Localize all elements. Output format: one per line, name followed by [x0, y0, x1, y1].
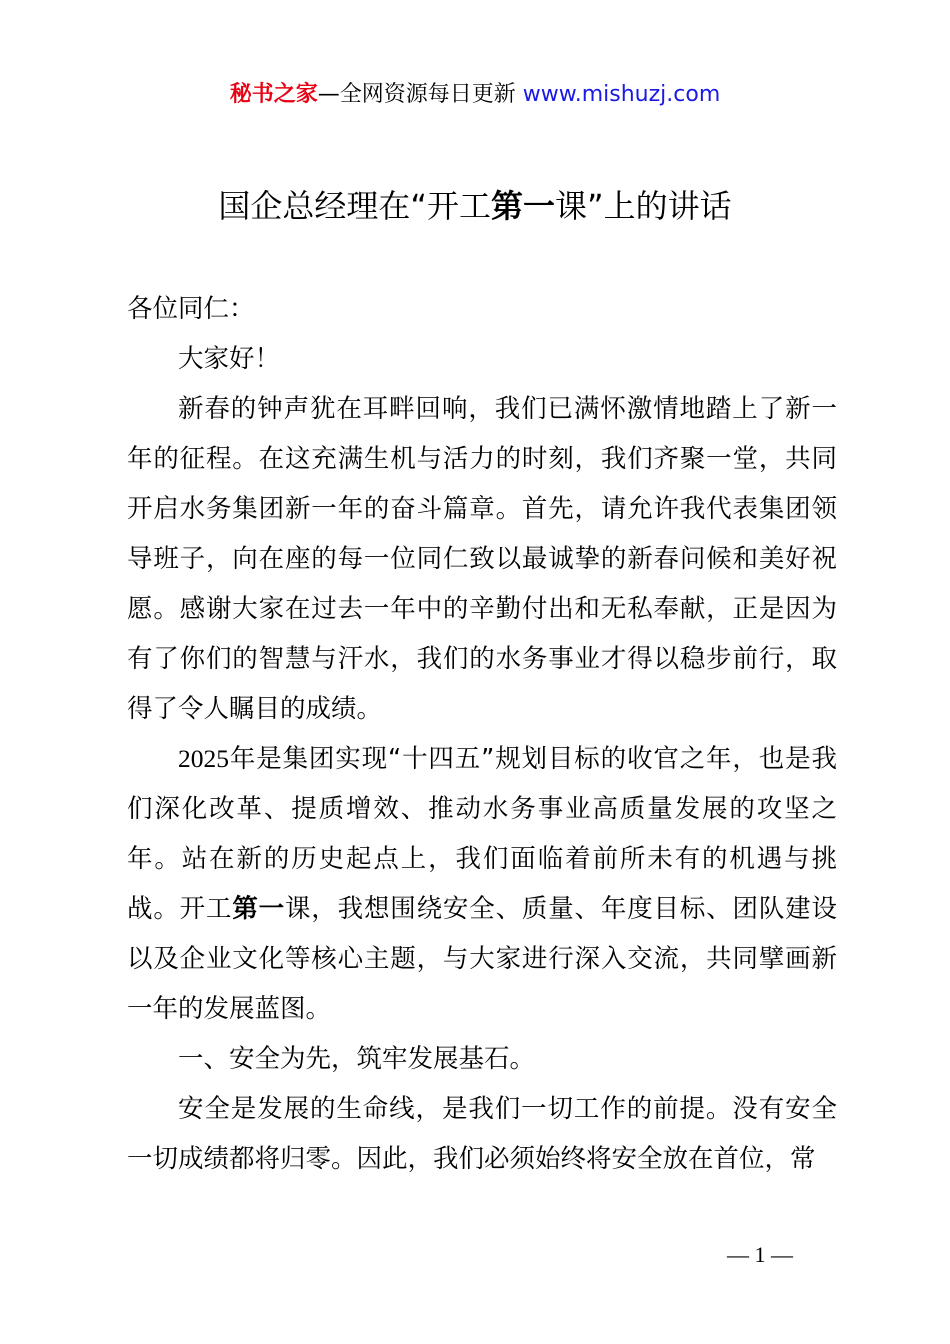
site-url-link[interactable]: www.mishuzj.com — [522, 82, 721, 107]
brand-name: 秘书之家 — [229, 82, 318, 107]
paragraph-2-part-a: 年是集团实现“十四五”规划目标的收官之年，也是我们深化改革、提质增效、推动水务事业高质量发展的攻坚之年。站在新的历史起点上，我们面临着前所未有的机遇与挑战。开工 — [127, 744, 837, 924]
title-part-before: 国企总经理在“开工 — [218, 187, 491, 225]
page-number: — 1 — — [727, 1242, 793, 1267]
title-part-after: 课”上的讲话 — [555, 187, 732, 225]
document-title — [0, 184, 950, 228]
paragraph-3: 安全是发展的生命线，是我们一切工作的前提。没有安全一切成绩都将归零。因此，我们必须始终将安全放在首位，常 — [127, 1094, 837, 1174]
paragraph-1: 新春的钟声犹在耳畔回响，我们已满怀激情地踏上了新一年的征程。在这充满生机与活力的时刻，我们齐聚一堂，共同开启水务集团新一年的奋斗篇章。首先，请允许我代表集团领导班子，向在座的每一位同仁致以最诚挚的新春问候和美好祝愿。感谢大家在过去一年中的辛勤付出和无私奉献，正是因为有了你们的智慧与汗水，我们的水务事业才得以稳步前行，取得了令人瞩目的成绩。 — [127, 394, 837, 724]
salutation: 各位同仁： — [127, 294, 255, 324]
paragraph-2-bold: 第一 — [232, 894, 285, 924]
document-body — [127, 284, 837, 1184]
site-header — [0, 80, 950, 110]
paragraph-2-year: 2025 — [178, 744, 229, 773]
greeting: 大家好！ — [178, 344, 281, 374]
paragraph-2 — [127, 734, 837, 1034]
paragraph-2-part-b: 课，我想围绕安全、质量、年度目标、团队建设以及企业文化等核心主题，与大家进行深入交流，共同擘画新一年的发展蓝图。 — [127, 894, 837, 1024]
section-heading-1: 一、安全为先，筑牢发展基石。 — [178, 1044, 536, 1074]
title-part-bold: 第一 — [490, 187, 555, 225]
header-tagline: —全网资源每日更新 — [317, 82, 523, 107]
